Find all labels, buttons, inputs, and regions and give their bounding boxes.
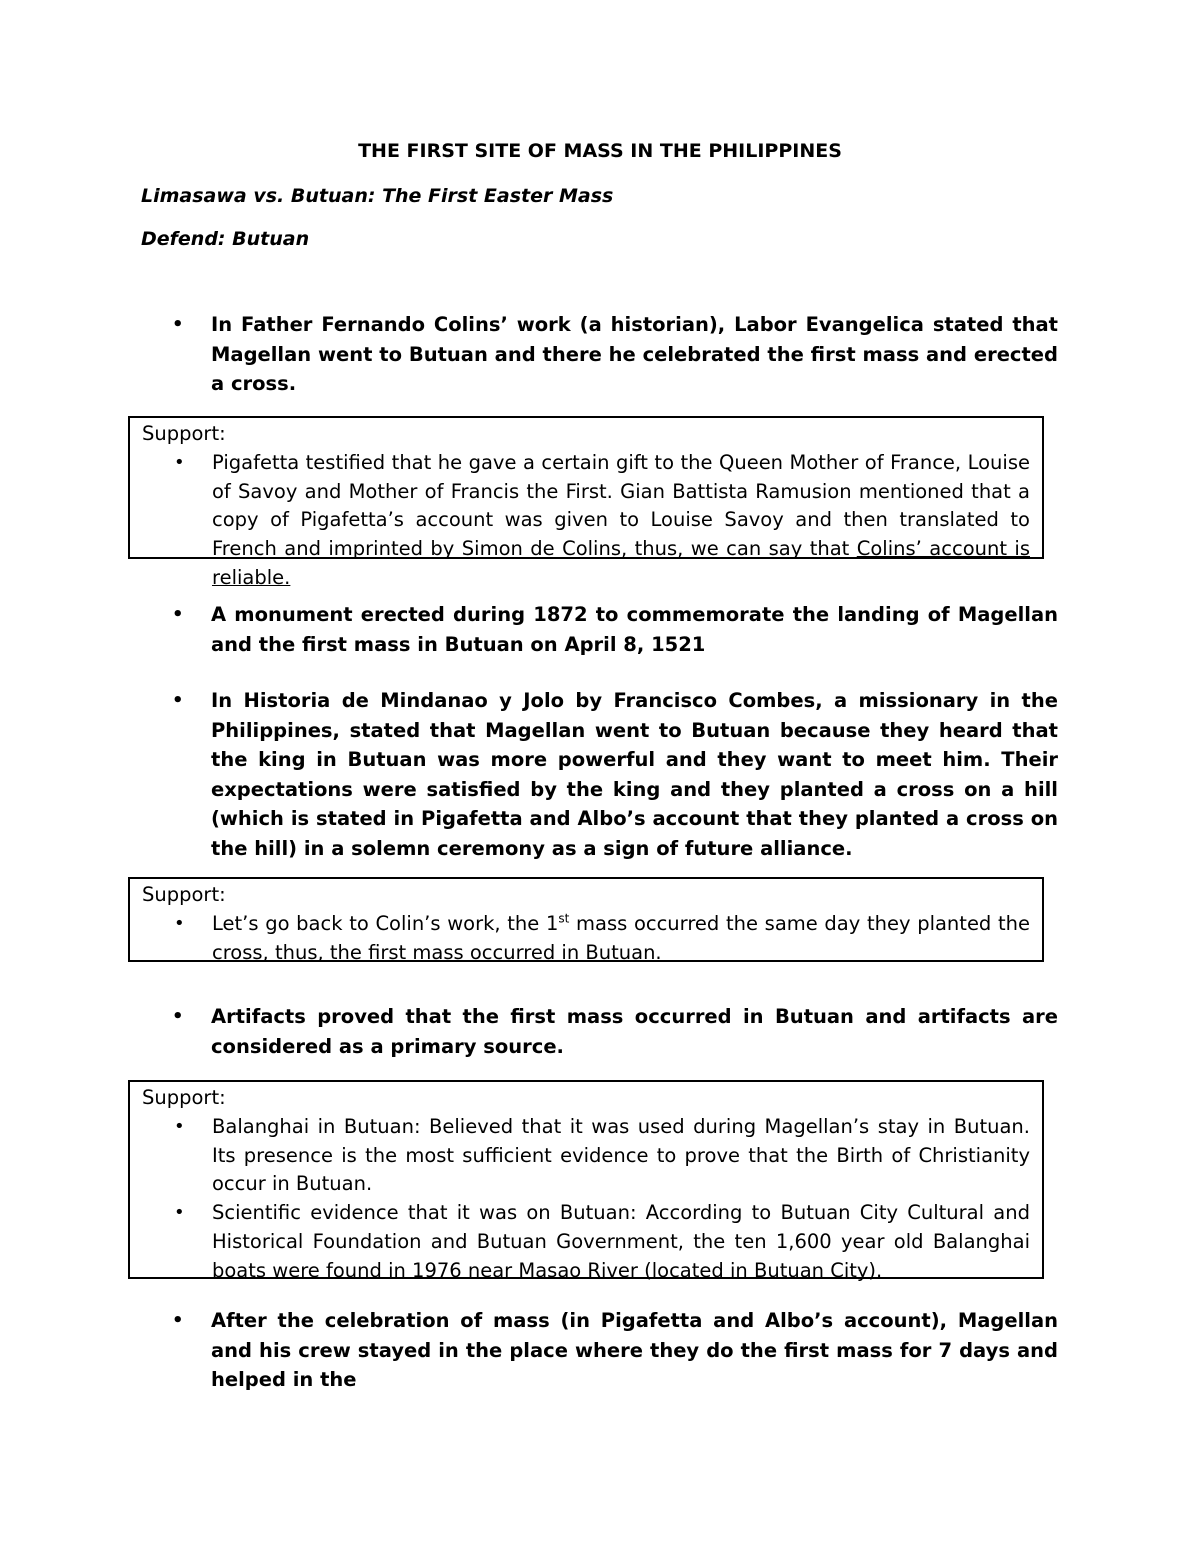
bullet-icon: •: [172, 1006, 184, 1027]
point-4: [172, 1002, 1058, 1061]
document-subtitle: Limasawa vs. Butuan: The First Easter Mass: [141, 185, 614, 207]
bullet-icon: •: [174, 1115, 185, 1137]
point-4-text: Artifacts proved that the first mass occurred in Butuan and artifacts are considered as a primary source.: [211, 1005, 1058, 1058]
bullet-icon: •: [172, 1310, 184, 1331]
point-5: [172, 1306, 1058, 1395]
support-1-item-1-text: Pigafetta testified that he gave a certain gift to the Queen Mother of France, Louise of Savoy and Mother of Francis the First. Gian Battista Ramusion mentioned that a copy of Pigafetta’s account was given to Louise Savoy and then translated to French and imprinted by Simon de Colins, thus, we can say that: [212, 450, 1030, 561]
point-3: [172, 686, 1058, 863]
bullet-icon: •: [174, 1202, 185, 1224]
support-2-item-1-text-after: mass occurred the same day they planted the cross, thus, the first mass occurred in Butuan.: [212, 911, 1030, 964]
document-title: THE FIRST SITE OF MASS IN THE PHILIPPINES: [358, 140, 842, 162]
point-3-text: In Historia de Mindanao y Jolo by Francisco Combes, a missionary in the Philippines, stated that Magellan went to Butuan because they heard that the king in Butuan was more powerful and they want to meet him. Their expectations were satisfied by the king and they planted a cross on a hill (which is stated in Pigafetta and Albo’s account that they planted a cross on the hill) in a solemn ceremony as a sign of future alliance.: [211, 689, 1058, 860]
support-1-item-1: [142, 449, 1030, 593]
bullet-icon: •: [172, 690, 184, 711]
point-1-text: In Father Fernando Colins’ work (a historian), Labor Evangelica stated that Magellan went to Butuan and there he celebrated the first mass and erected a cross.: [211, 313, 1058, 395]
point-1: [172, 310, 1058, 399]
support-3-item-2-text: Scientific evidence that it was on Butuan: According to Butuan City Cultural and Historical Foundation and Butuan Government, the ten 1,600 year old Balanghai boats were found in 1976 near Masao River (located in Butuan City).: [212, 1201, 1030, 1282]
support-box-2: [128, 877, 1044, 962]
support-3-item-1: [142, 1113, 1030, 1199]
support-1-item-1-underlined: Colins’ account is reliable.: [212, 537, 1030, 589]
bullet-icon: •: [172, 314, 184, 335]
bullet-icon: •: [174, 451, 185, 473]
support-label: Support:: [142, 1086, 226, 1109]
bullet-icon: •: [174, 912, 185, 934]
support-box-1: [128, 416, 1044, 589]
point-5-text: After the celebration of mass (in Pigafetta and Albo’s account), Magellan and his crew stayed in the place where they do the first mass for 7 days and helped in the: [211, 1309, 1058, 1391]
support-label: Support:: [142, 422, 226, 445]
support-box-3: [128, 1080, 1044, 1282]
support-2-item-1-superscript: st: [558, 911, 570, 926]
defend-line: Defend: Butuan: [141, 228, 310, 250]
support-3-item-2: [142, 1199, 1030, 1285]
bullet-icon: •: [172, 604, 184, 625]
point-2-text: A monument erected during 1872 to commemorate the landing of Magellan and the first mass in Butuan on April 8, 1521: [211, 603, 1058, 656]
support-2-item-1: [142, 910, 1030, 968]
support-label: Support:: [142, 883, 226, 906]
support-3-item-1-text: Balanghai in Butuan: Believed that it was used during Magellan’s stay in Butuan. Its presence is the most sufficient evidence to prove that the Birth of Christianity occur in Butuan.: [212, 1114, 1030, 1196]
point-2: [172, 600, 1058, 659]
support-2-item-1-text-before: Let’s go back to Colin’s work, the 1: [212, 911, 559, 935]
